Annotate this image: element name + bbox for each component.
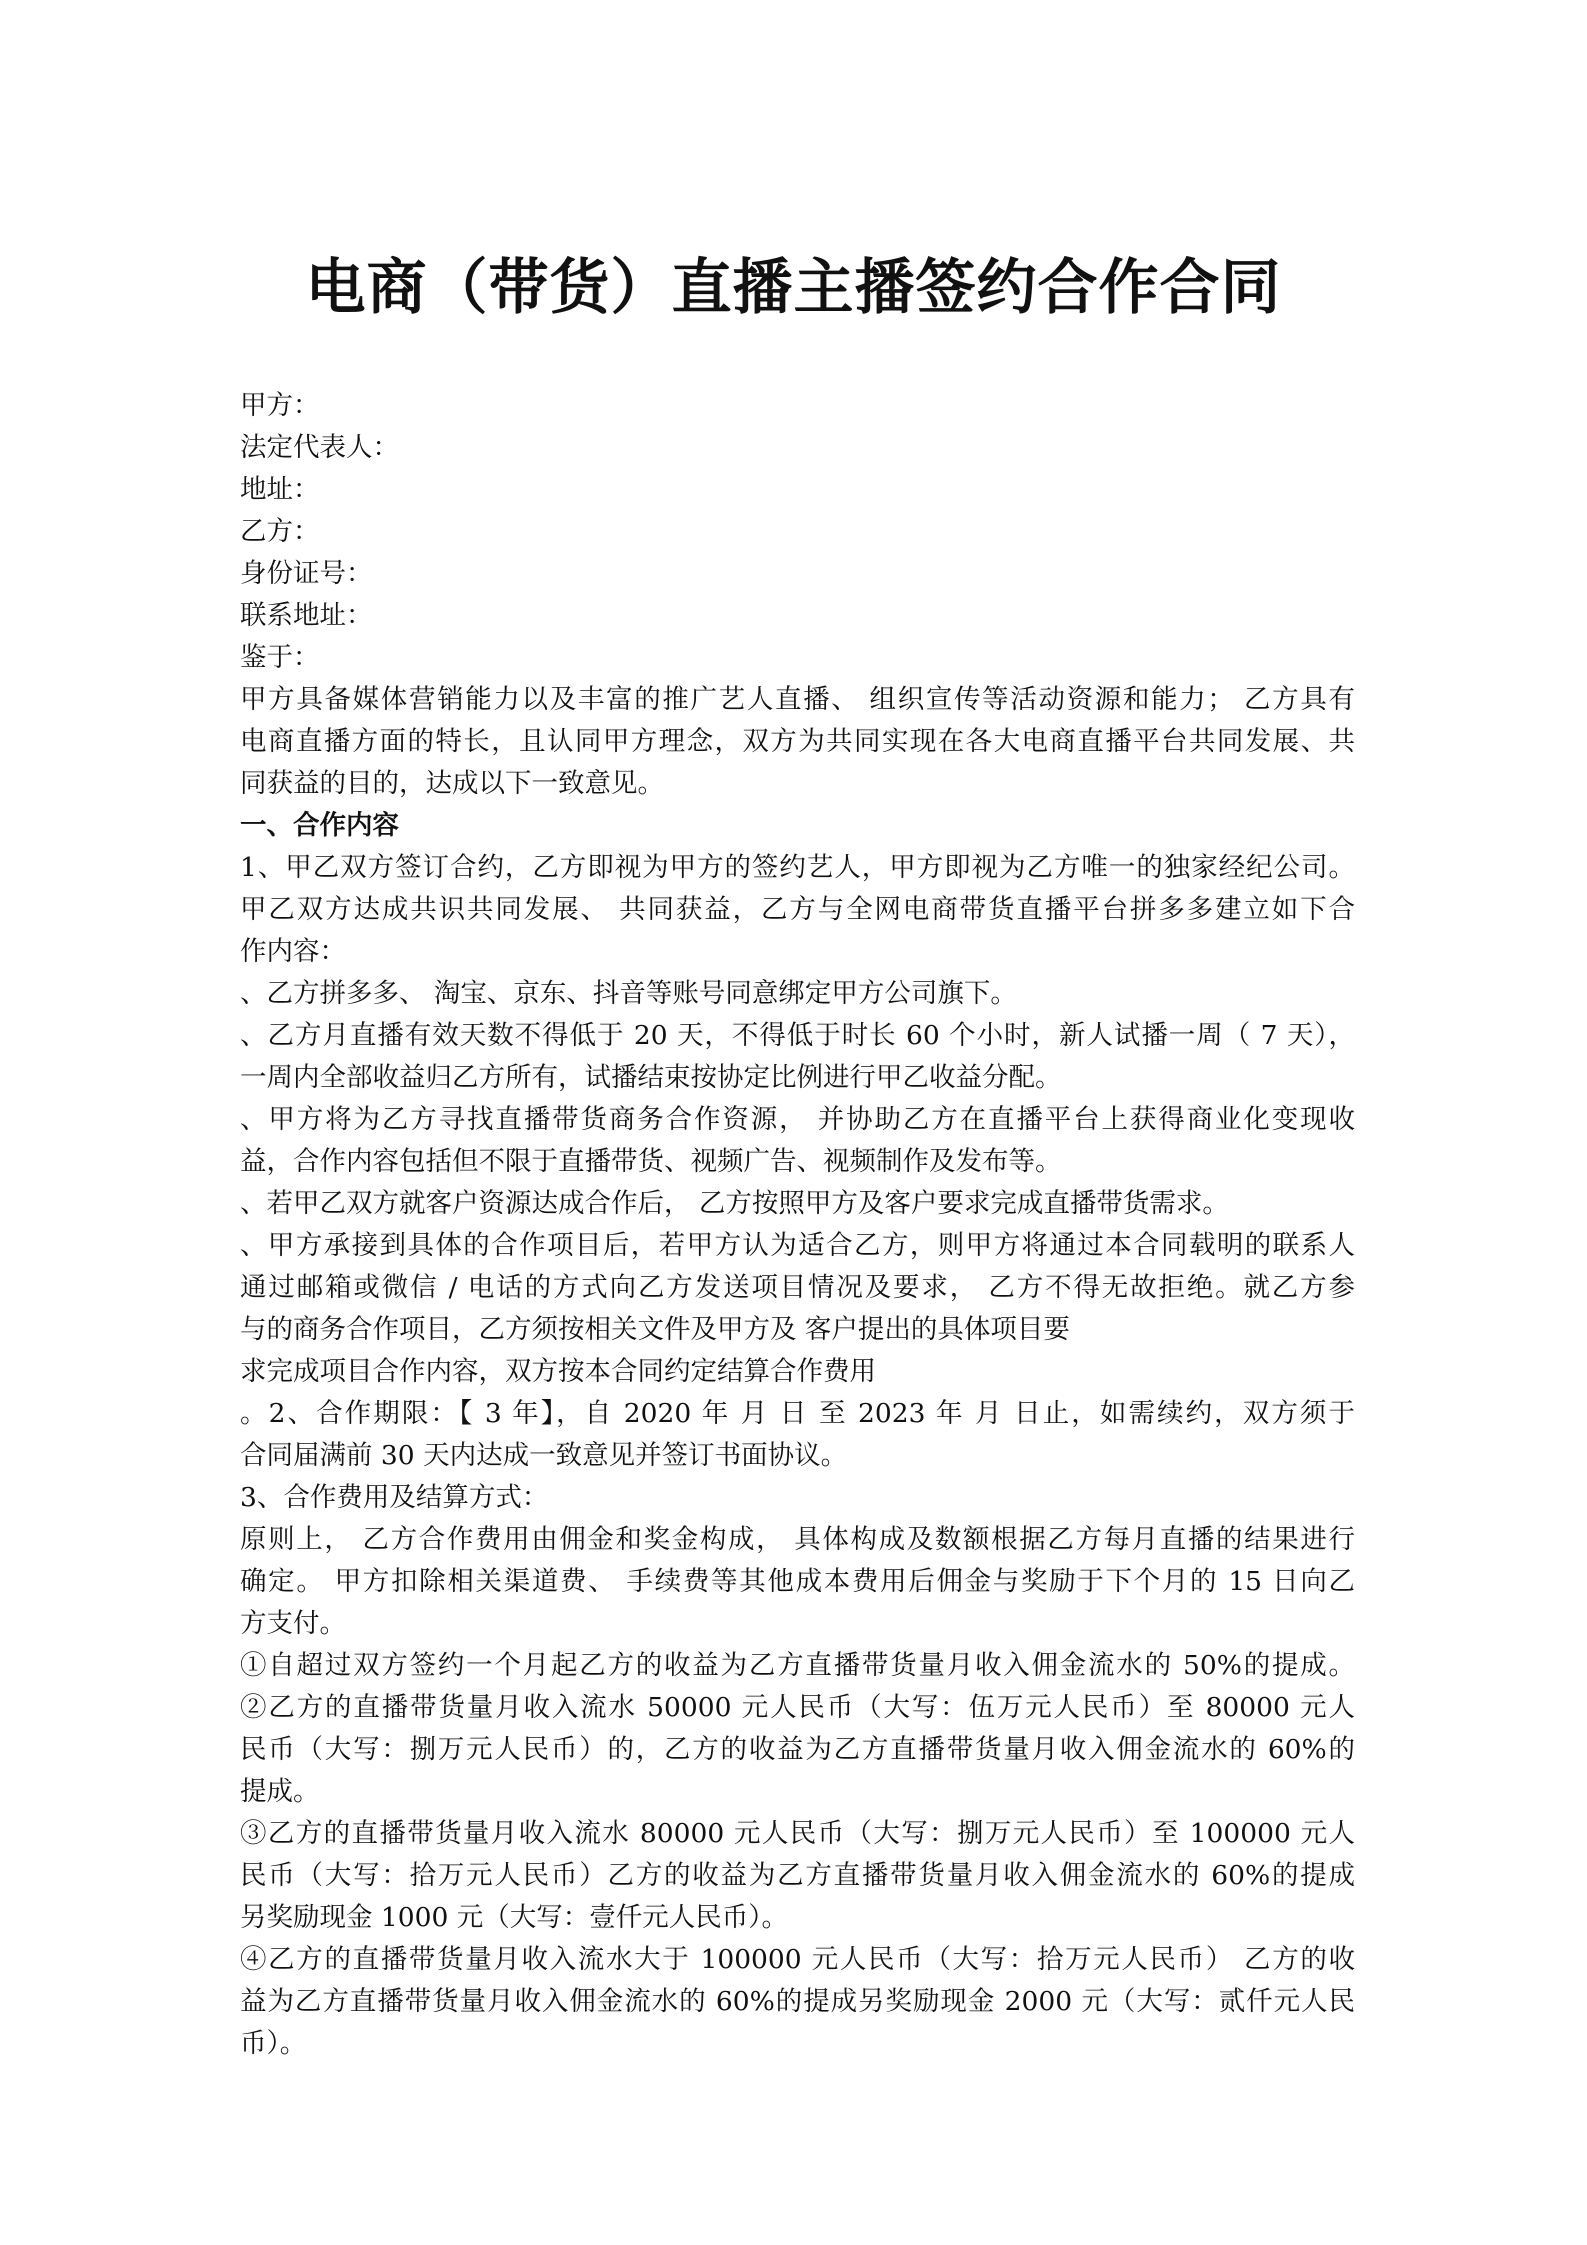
text-line: 同获益的目的，达成以下一致意见。 xyxy=(240,768,664,799)
text-line: 币）。 xyxy=(240,2028,307,2059)
text-line: 3、合作费用及结算方式： xyxy=(240,1482,549,1513)
document-title: 电商（带货）直播主播签约合作合同 xyxy=(305,253,1282,323)
text-line: 与的商务合作项目，乙方须按相关文件及甲方及 客户提出的具体项目要 xyxy=(240,1314,1070,1345)
text-line: 甲方： xyxy=(240,390,320,421)
text-line: 1、甲乙双方签订合约，乙方即视为甲方的签约艺人，甲方即视为乙方唯一的独家经纪公司。 xyxy=(240,852,1355,883)
text-line: 甲方具备媒体营销能力以及丰富的推广艺人直播、 组织宣传等活动资源和能力； 乙方具有 xyxy=(240,684,1355,715)
text-line: ②乙方的直播带货量月收入流水 50000 元人民币（大写：伍万元人民币）至 80000 元人 xyxy=(240,1692,1355,1723)
text-line: ①自超过双方签约一个月起乙方的收益为乙方直播带货量月收入佣金流水的 50%的提成。 xyxy=(240,1650,1355,1681)
text-line: 、乙方月直播有效天数不得低于 20 天，不得低于时长 60 个小时，新人试播一周（ 7 天）， xyxy=(240,1020,1355,1051)
text-line: 另奖励现金 1000 元（大写：壹仟元人民币）。 xyxy=(240,1902,789,1933)
text-line: 民币（大写：拾万元人民币）乙方的收益为乙方直播带货量月收入佣金流水的 60%的提成 xyxy=(240,1860,1355,1891)
text-line: 益为乙方直播带货量月收入佣金流水的 60%的提成另奖励现金 2000 元（大写：贰仟元人民 xyxy=(240,1986,1355,2017)
text-line: 法定代表人： xyxy=(240,432,399,463)
text-line: 方支付。 xyxy=(240,1608,346,1639)
text-line: 一周内全部收益归乙方所有，试播结束按协定比例进行甲乙收益分配。 xyxy=(240,1062,1062,1093)
text-line: 联系地址： xyxy=(240,600,373,631)
text-line: 益，合作内容包括但不限于直播带货、视频广告、视频制作及发布等。 xyxy=(240,1146,1062,1177)
text-line: 、乙方拼多多、 淘宝、京东、抖音等账号同意绑定甲方公司旗下。 xyxy=(240,978,1017,1009)
text-line: 提成。 xyxy=(240,1776,320,1807)
text-line: ③乙方的直播带货量月收入流水 80000 元人民币（大写：捌万元人民币）至 100000 元人 xyxy=(240,1818,1355,1849)
text-line: 确定。 甲方扣除相关渠道费、 手续费等其他成本费用后佣金与奖励于下个月的 15 日向乙 xyxy=(240,1566,1355,1597)
text-line: 求完成项目合作内容，双方按本合同约定结算合作费用 xyxy=(240,1356,876,1387)
text-line: 。2、合作期限：【 3 年】，自 2020 年 月 日 至 2023 年 月 日止，如需续约，双方须于 xyxy=(240,1398,1355,1429)
text-line: 原则上， 乙方合作费用由佣金和奖金构成， 具体构成及数额根据乙方每月直播的结果进行 xyxy=(240,1524,1355,1555)
text-line: 乙方： xyxy=(240,516,320,547)
text-line: 、甲方将为乙方寻找直播带货商务合作资源， 并协助乙方在直播平台上获得商业化变现收 xyxy=(240,1104,1355,1135)
text-line: 地址： xyxy=(240,474,320,505)
text-line: 作内容： xyxy=(240,936,346,967)
text-line: 、若甲乙双方就客户资源达成合作后， 乙方按照甲方及客户要求完成直播带货需求。 xyxy=(240,1188,1229,1219)
section-heading: 一、合作内容 xyxy=(240,810,399,841)
text-line: 身份证号： xyxy=(240,558,373,589)
text-line: 民币（大写：捌万元人民币）的，乙方的收益为乙方直播带货量月收入佣金流水的 60%的 xyxy=(240,1734,1355,1765)
text-line: 鉴于： xyxy=(240,642,320,673)
document-body xyxy=(240,385,1355,2065)
text-line: 、甲方承接到具体的合作项目后，若甲方认为适合乙方，则甲方将通过本合同载明的联系人 xyxy=(240,1230,1355,1261)
text-line: ④乙方的直播带货量月收入流水大于 100000 元人民币（大写：拾万元人民币） 乙方的收 xyxy=(240,1944,1355,1975)
text-line: 通过邮箱或微信 / 电话的方式向乙方发送项目情况及要求， 乙方不得无故拒绝。就乙方参 xyxy=(240,1272,1355,1303)
text-line: 电商直播方面的特长，且认同甲方理念，双方为共同实现在各大电商直播平台共同发展、共 xyxy=(240,726,1355,757)
text-line: 甲乙双方达成共识共同发展、 共同获益，乙方与全网电商带货直播平台拼多多建立如下合 xyxy=(240,894,1355,925)
text-line: 合同届满前 30 天内达成一致意见并签订书面协议。 xyxy=(240,1440,848,1471)
